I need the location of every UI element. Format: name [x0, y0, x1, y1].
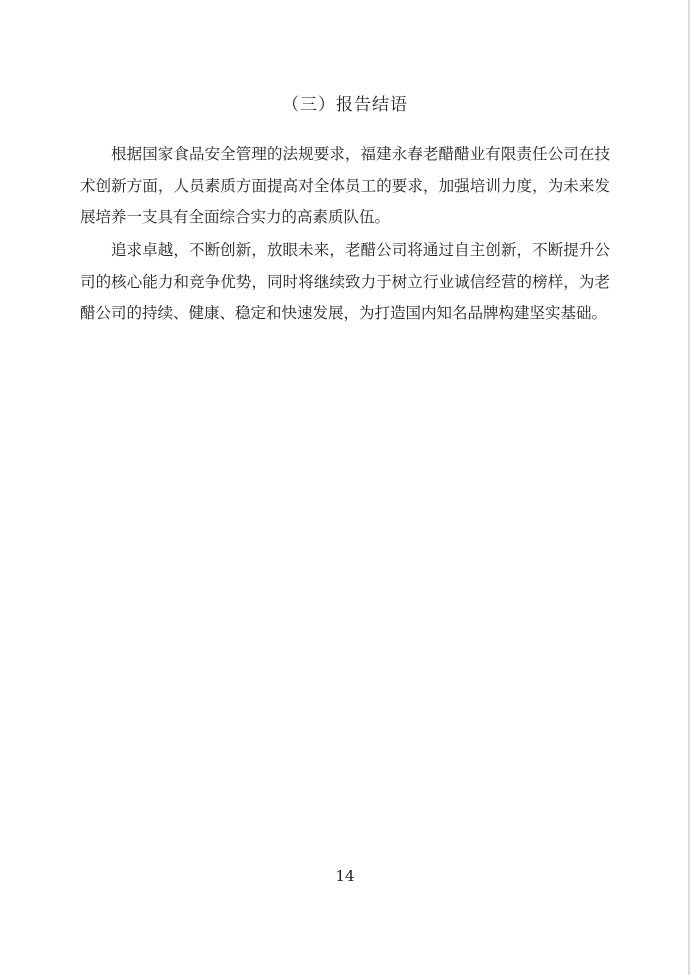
body-text: [80, 139, 610, 330]
section-heading: （三）报告结语: [282, 95, 408, 115]
page-number: 14: [335, 867, 355, 885]
paragraph-2: 追求卓越，不断创新，放眼未来，老醋公司将通过自主创新，不断提升公司的核心能力和竞争优势，同时将继续致力于树立行业诚信经营的榜样，为老醋公司的持续、健康、稳定和快速发展，为打造国内知名品牌构建坚实基础。: [80, 241, 610, 322]
paragraph-1: 根据国家食品安全管理的法规要求，福建永春老醋醋业有限责任公司在技术创新方面，人员素质方面提高对全体员工的要求，加强培训力度，为未来发展培养一支具有全面综合实力的高素质队伍。: [80, 145, 610, 226]
